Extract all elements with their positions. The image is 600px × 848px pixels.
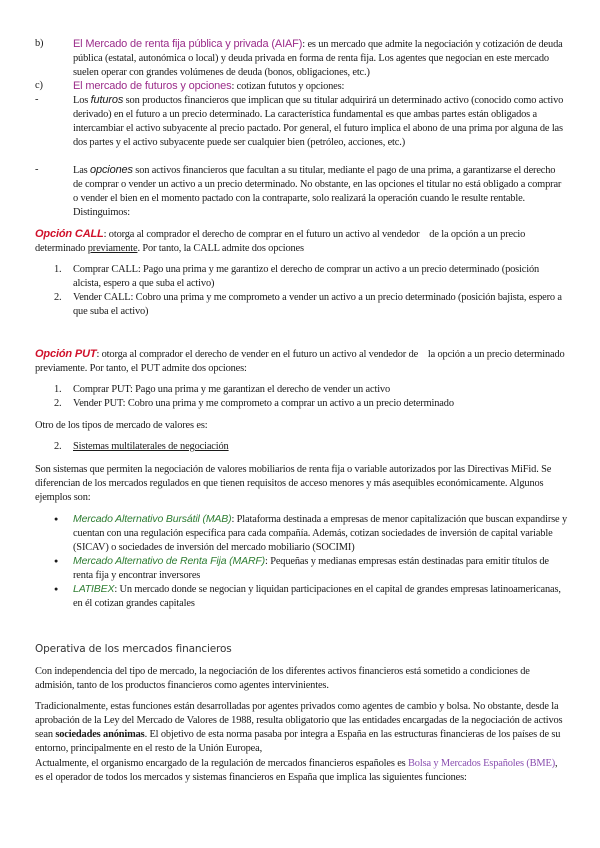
futuros-text: : cotizan fututos y opciones:: [231, 81, 345, 92]
put-title: Opción PUT: [35, 348, 97, 360]
bullet-icon: ●: [54, 585, 59, 593]
list-number: 1.: [54, 384, 62, 395]
bme-link[interactable]: Bolsa y Mercados Españoles (BME): [408, 758, 556, 769]
text: son activos financieros que facultan a su titular, mediante el pago de una prima, a garantizarse el derecho de comprar o vender un activo a un precio determinado. No obstante, en las opciones el titular no está obligado a comprar o vender el bien en el momento pactado con la contraparte, solo realizará la operación cuando le resulte rentable. Distinguimos:: [73, 165, 562, 218]
text: : Pequeñas y medianas empresas están destinadas para emitir títulos de renta fija y encontrar inversores: [73, 556, 549, 581]
text: Comprar PUT: Pago una prima y me garantizan el derecho de vender un activo: [73, 384, 391, 395]
text: son productos financieros que implican que su titular adquirirá un determinado activo (conocido como activo derivado) en el futuro a un precio determinado. La característica fundamental es que ambas partes están obligados a intercambiar el activo subyacente al precio pactado. Por general, el futuro implica el abono de una prima por alguna de las dos partes y el activo subyacente puede ser cualquier bien (petróleo, acciones, etc.): [73, 95, 564, 148]
section-title: Sistemas multilaterales de negociación: [73, 441, 229, 452]
text: . Por tanto, la CALL admite dos opciones: [137, 243, 304, 254]
list-number: 1.: [54, 264, 62, 275]
text: , es el operador de todos los mercados y sistemas financieros en España que implica las siguientes funciones:: [35, 758, 558, 783]
operativa-p2: [35, 700, 567, 756]
list-number: 2.: [54, 292, 62, 303]
text: : otorga al comprador el derecho de comprar en el futuro un activo al vendedor de la opción a un precio determinado: [35, 229, 528, 254]
call-list-item: [54, 263, 567, 291]
list-item-futuros-opciones: [35, 79, 567, 94]
put-list-item: [54, 383, 567, 397]
bullet-item: [54, 512, 567, 555]
text: : Plataforma destinada a empresas de menor capitalización que buscan expandirse y cuentan con una regulación específica para cada compañía. Además, cotizan sociedades de inversión de capital variable (SICAV) o sociedades de inversión del mercado mobiliario (SOCIMI): [73, 514, 567, 553]
put-list-item: [54, 397, 567, 411]
list-item-aiaf: [35, 37, 567, 80]
term: futuros: [90, 94, 124, 106]
text: Las: [73, 165, 91, 176]
bullet-title: Mercado Alternativo Bursátil (MAB): [73, 513, 232, 525]
call-title: Opción CALL: [35, 228, 104, 240]
futuros-title: El mercado de futuros y opciones: [73, 80, 232, 92]
bullet-icon: ●: [54, 515, 59, 523]
term: opciones: [90, 164, 133, 176]
otro-text: Otro de los tipos de mercado de valores es:: [35, 420, 208, 431]
list-number: 2.: [54, 398, 62, 409]
call-list-item: [54, 291, 567, 319]
bullet-icon: ●: [54, 557, 59, 565]
bold-text: sociedades anónimas: [55, 729, 145, 740]
text: Vender CALL: Cobro una prima y me comprometo a vender un activo a un precio determinado (posición bajista, espero a que suba el activo): [73, 292, 562, 317]
list-marker: b): [35, 38, 44, 49]
text: Actualmente, el organismo encargado de la regulación de mercados financieros españoles es: [35, 758, 409, 769]
text: : Un mercado donde se negocian y liquidan participaciones en el capital de grandes empresas latinoamericanas, en él cotizan grandes capitales: [73, 584, 561, 609]
dash-item-opciones: [35, 163, 567, 220]
text: : otorga al comprador el derecho de vender en el futuro un activo al vendedor de la opción a un precio determinado previamente. Por tanto, el PUT admite dos opciones:: [35, 349, 568, 374]
operativa-p1: Con independencia del tipo de mercado, la negociación de los diferentes activos financieros está sometido a condiciones de admisión, tanto de los productos financieros como agentes intervinientes.: [35, 666, 530, 691]
text: Los: [73, 95, 91, 106]
text: Tradicionalmente, estas funciones están desarrolladas por agentes privados como agentes de cambio y bolsa. No obstante, desde la aprobación de la Ley del Mercado de Valores de 1988, resulta obligatorio que las entidades encargadas de la negociación de activos sean: [35, 701, 563, 740]
bullet-item: [54, 582, 567, 611]
text: Comprar CALL: Pago una prima y me garantizo el derecho de comprar un activo a un precio determinado (posición alcista, espero a que suba el activo): [73, 264, 540, 289]
dash-item-futuros: [35, 93, 567, 150]
put-paragraph: [35, 347, 567, 376]
dash-marker: -: [35, 94, 39, 105]
bullet-title: Mercado Alternativo de Renta Fija (MARF): [73, 555, 266, 567]
underlined-text: previamente: [87, 243, 138, 254]
call-paragraph: [35, 227, 567, 256]
operativa-heading: Operativa de los mercados financieros: [35, 643, 232, 655]
aiaf-text: : es un mercado que admite la negociación y cotización de deuda pública (estatal, autonómica o local) y deuda privada en forma de renta fija. Los agentes que negocian en este mercado suelen operar con grandes volúmenes de deuda (bonos, obligaciones, etc.): [73, 39, 563, 78]
sistemas-paragraph: Son sistemas que permiten la negociación de valores mobiliarios de renta fija o variable autorizados por las Directivas MiFid. Se diferencian de los mercados regulados en que tienen requisitos de acceso menores y más asequibles económicamente. Algunos ejemplos son:: [35, 464, 552, 503]
list-marker: c): [35, 80, 43, 91]
operativa-p3: [35, 757, 567, 785]
aiaf-title: El Mercado de renta fija pública y privada (AIAF): [73, 38, 303, 50]
section-heading: [54, 440, 567, 454]
text: . El objetivo de esta norma pasaba por integra a España en las estructuras financieras de los países de su entorno, principalmente en el resto de la Unión Europea,: [35, 729, 561, 754]
bullet-title: LATIBEX: [73, 583, 115, 595]
section-number: 2.: [54, 441, 62, 452]
text: Vender PUT: Cobro una prima y me comprometo a comprar un activo a un precio determinado: [73, 398, 454, 409]
dash-marker: -: [35, 164, 39, 175]
bullet-item: [54, 554, 567, 583]
